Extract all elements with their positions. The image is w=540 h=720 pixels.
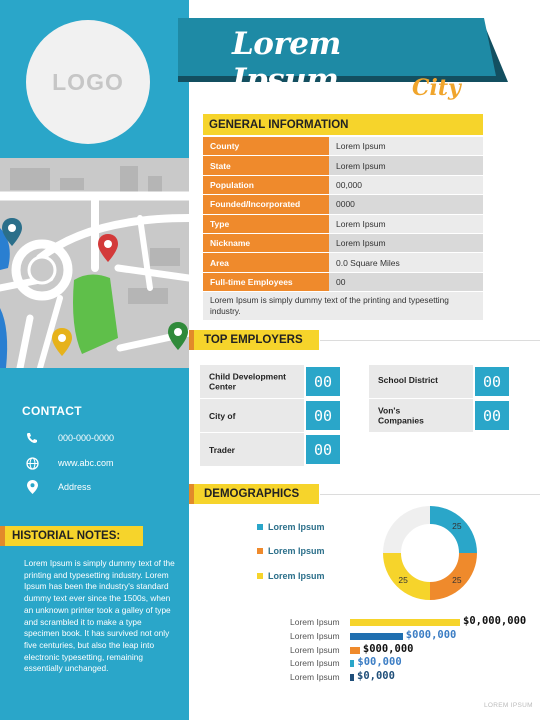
table-row [203,176,483,195]
contact-address: Address [58,482,92,492]
bar [350,619,460,626]
general-information-table [203,137,483,292]
employer-name: Von's Companies [378,405,424,426]
employer-name: Child Development Center [209,371,286,392]
table-row [203,234,483,253]
bar-label: Lorem Ipsum [290,617,340,627]
map-pin-icon [98,234,118,262]
bar-value-label: $0,000,000 [463,615,527,627]
legend-item [257,546,325,556]
employer-card [200,365,342,398]
city-map [0,158,189,368]
general-information-heading-bar [203,114,483,135]
sidebar [0,0,189,720]
info-key: Area [203,253,329,272]
table-row [203,253,483,272]
phone-icon [24,430,40,446]
general-information-heading: GENERAL INFORMATION [209,118,349,131]
info-value: 00,000 [329,176,483,195]
table-row [203,273,483,292]
logo-placeholder [26,20,150,144]
historical-notes-text: Lorem Ipsum is simply dummy text of the printing and typesetting industry. Lorem Ipsum has been the industry's standard dummy text ever since the 1500s, when an unknown printer took a galley of type and scrambled it to make a type specimen book. It has survived not only five centuries, but also the leap into electronic typesetting, remaining essentially unchanged. [24,558,175,674]
demographics-heading: DEMOGRAPHICS [204,488,300,500]
legend-label: Lorem Ipsum [268,571,325,581]
bar [350,633,403,640]
contact-website: www.abc.com [58,458,114,468]
table-row [203,215,483,234]
bar-label: Lorem Ipsum [290,644,340,655]
bar-label: Lorem Ipsum [290,658,340,669]
globe-icon [24,455,40,471]
legend-swatch [257,573,263,579]
info-key: State [203,156,329,175]
legend-label: Lorem Ipsum [268,546,325,556]
bar-value-label: $0,000 [357,670,395,683]
historical-notes-heading: HISTORIAL NOTES: [12,530,121,542]
info-key: Nickname [203,234,329,253]
employer-card [369,365,511,398]
bar-value-label: $000,000 [362,642,414,655]
employer-card [200,399,342,432]
legend-swatch [257,524,263,530]
employer-name: Trader [209,444,235,455]
employer-card [200,433,342,466]
table-row [203,195,483,214]
location-pin-icon [24,479,40,495]
donut-slice-label: 25 [398,574,408,585]
info-value: Lorem Ipsum [329,137,483,156]
info-key: Type [203,215,329,234]
donut-slice [430,553,468,591]
bar [350,674,354,681]
info-value: 00 [329,273,483,292]
employer-card [369,399,511,432]
employer-count: 00 [304,433,342,466]
demographics-donut-chart [380,503,480,603]
donut-slice-label: 25 [452,521,462,532]
contact-website-row[interactable] [24,455,114,471]
bar [350,647,360,654]
info-value: Lorem Ipsum [329,234,483,253]
info-value: Lorem Ipsum [329,215,483,234]
info-value: Lorem Ipsum [329,156,483,175]
info-key: Population [203,176,329,195]
divider [320,494,540,495]
employer-name: School District [378,375,438,385]
employer-count: 00 [304,365,342,398]
donut-slice [430,515,468,553]
bar-value-label: $00,000 [357,656,402,669]
legend-item [257,571,325,581]
donut-slice [392,553,430,591]
table-row [203,156,483,175]
historical-notes-heading-bar [0,526,143,546]
footer-text: LOREM IPSUM [484,702,533,709]
map-pin-icon [168,322,188,350]
legend-label: Lorem Ipsum [268,522,325,532]
bar-value-label: $000,000 [405,628,457,641]
employer-count: 00 [473,399,511,432]
info-key: Full-time Employees [203,273,329,292]
contact-address-row[interactable] [24,479,91,495]
donut-slice-label: 25 [452,574,462,585]
map-pin-icon [2,218,22,246]
demographics-heading-bar [189,484,319,504]
general-information-description: Lorem Ipsum is simply dummy text of the printing and typesetting industry. [203,292,483,320]
info-key: Founded/Incorporated [203,195,329,214]
employer-name: City of [209,410,236,421]
divider [320,340,540,341]
donut-slice [392,515,430,553]
employer-count: 00 [304,399,342,432]
page-subtitle: City [412,75,461,101]
info-key: County [203,137,329,156]
bar-label: Lorem Ipsum [290,672,340,683]
page-title: Lorem Ipsum [232,26,341,98]
logo-label: LOGO [52,68,124,95]
table-row [203,137,483,156]
map-pin-icon [52,328,72,356]
contact-heading: CONTACT [22,404,82,418]
legend-swatch [257,548,263,554]
contact-phone-row[interactable] [24,430,114,446]
employer-count: 00 [473,365,511,398]
top-employers-heading: TOP EMPLOYERS [204,334,303,346]
contact-phone: 000-000-0000 [58,433,115,443]
bar-label: Lorem Ipsum [290,630,340,641]
bar [350,660,354,667]
legend-item [257,522,325,532]
top-employers-heading-bar [189,330,319,350]
info-value: 0.0 Square Miles [329,253,483,272]
info-value: 0000 [329,195,483,214]
